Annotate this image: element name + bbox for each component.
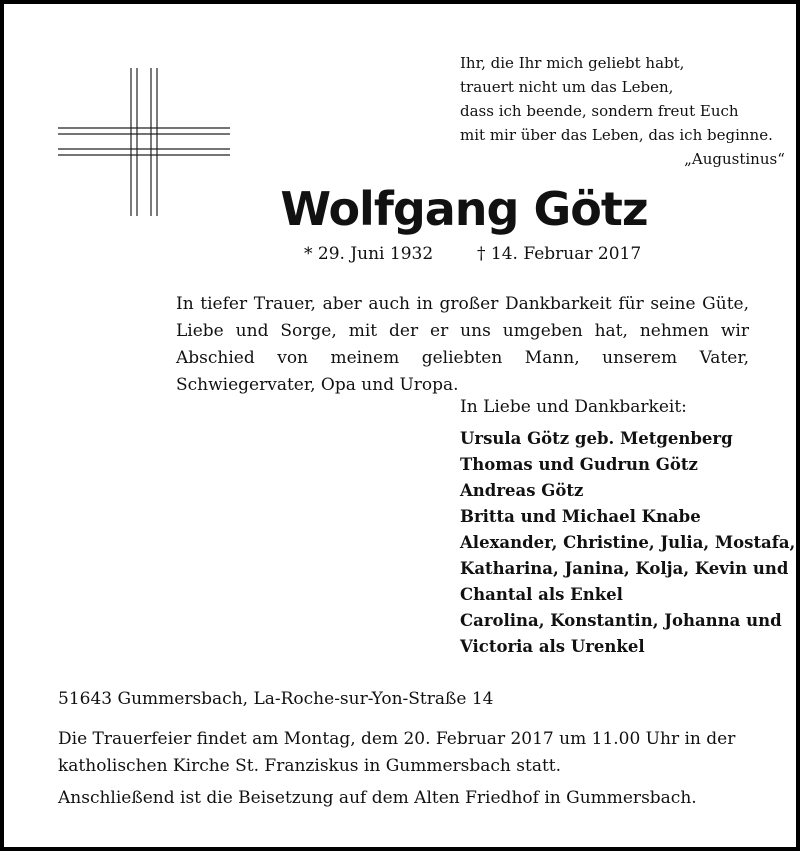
mourner-line: Katharina, Janina, Kolja, Kevin und [460,559,789,578]
mourner-list [460,426,795,660]
motto-line: dass ich beende, sondern freut Euch [460,102,739,120]
motto-source: „Augustinus“ [684,150,785,168]
birth-date: * 29. Juni 1932 [304,244,434,264]
motto-line: mit mir über das Leben, das ich beginne. [460,126,773,144]
signoff: In Liebe und Dankbarkeit: [460,397,687,417]
mourner-line: Britta und Michael Knabe [460,507,701,526]
mourner-line: Ursula Götz geb. Metgenberg [460,429,733,448]
mourner-line: Alexander, Christine, Julia, Mostafa, [460,533,796,552]
ceremony-info: Die Trauerfeier findet am Montag, dem 20. Februar 2017 um 11.00 Uhr in der katholischen Kirche St. Franziskus in Gummersbach statt. [58,729,736,776]
mourner-line: Victoria als Urenkel [460,637,645,656]
announcement-text: In tiefer Trauer, aber auch in großer Dankbarkeit für seine Güte, Liebe und Sorge, mit der er uns umgeben hat, nehmen wir Abschied von meinem geliebten Mann, unserem Vater, Schwiegervater, Opa und Uropa. [176,294,749,395]
burial-info: Anschließend ist die Beisetzung auf dem Alten Friedhof in Gummersbach. [58,788,697,808]
motto-poem [460,51,785,171]
motto-line: trauert nicht um das Leben, [460,78,674,96]
deceased-name: Wolfgang Götz [280,182,648,236]
mourner-line: Carolina, Konstantin, Johanna und [460,611,782,630]
mourner-line: Thomas und Gudrun Götz [460,455,698,474]
family-address: 51643 Gummersbach, La-Roche-sur-Yon-Straße 14 [58,689,494,709]
death-date: † 14. Februar 2017 [477,244,642,264]
mourner-line: Chantal als Enkel [460,585,623,604]
mourner-line: Andreas Götz [460,481,584,500]
motto-line: Ihr, die Ihr mich geliebt habt, [460,54,685,72]
